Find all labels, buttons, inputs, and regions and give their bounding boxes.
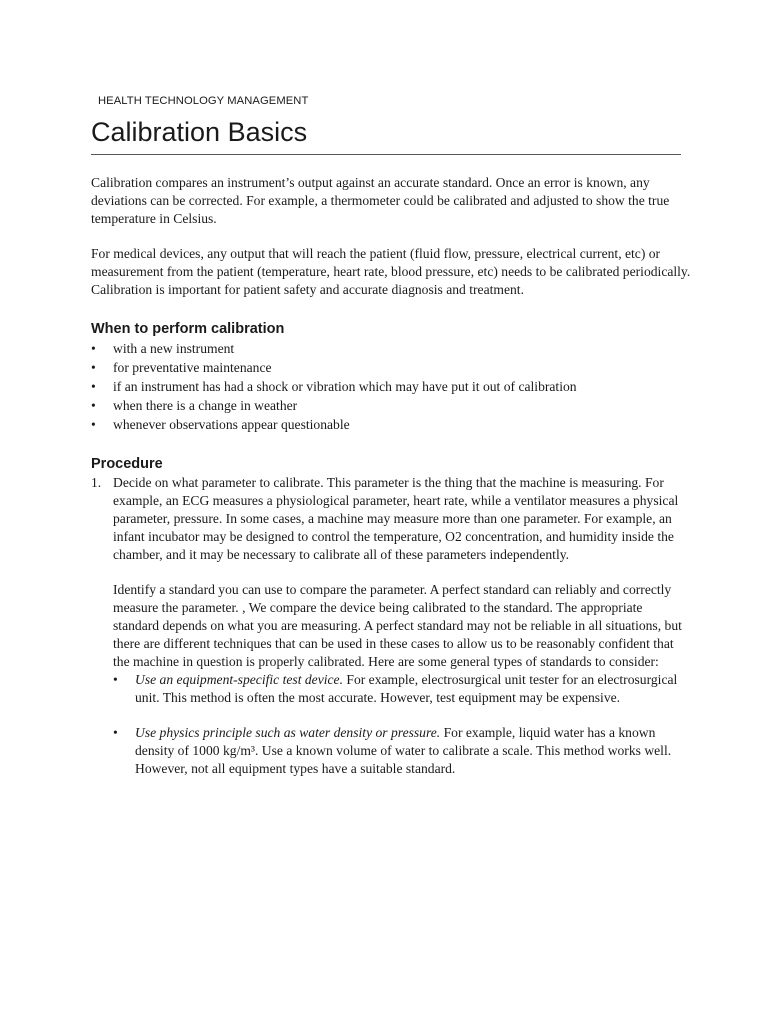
intro-paragraph-1: Calibration compares an instrument’s output against an accurate standard. Once an error is known, any deviations can be corrected. For example, a thermometer could be calibrated and adjusted to show the true temperature in Celsius. <box>91 175 670 226</box>
standard-item <box>113 724 691 778</box>
standards-list <box>113 671 691 778</box>
list-item: • for preventative maintenance <box>91 358 691 377</box>
section-label: HEALTH TECHNOLOGY MANAGEMENT <box>98 95 309 107</box>
document-content <box>91 93 691 795</box>
standard-lead: Use an equipment-specific test device. <box>135 672 343 687</box>
intro-paragraph-2: For medical devices, any output that will reach the patient (fluid flow, pressure, electrical current, etc) or measurement from the patient (temperature, heart rate, blood pressure, etc) needs to be calibrated periodically. Calibration is important for patient safety and accurate diagnosis and treatment. <box>91 246 691 297</box>
list-item: • when there is a change in weather <box>91 396 691 415</box>
step-number: 1. <box>91 475 102 490</box>
step-paragraph: Decide on what parameter to calibrate. This parameter is the thing that the machine is measuring. For example, an ECG measures a physiological parameter, heart rate, while a ventilator measures a physical parameter, pressure. In some cases, a machine may measure more than one parameter. For example, an infant incubator may be designed to control the temperature, O2 concentration, and humidity inside the chamber, and it may be necessary to calibrate all of these parameters independently. <box>113 475 679 562</box>
procedure-step <box>91 474 691 778</box>
standard-text: For example, electrosurgical unit tester for an electrosurgical unit. This method is often the most accurate. However, test equipment may be expensive. <box>135 672 678 705</box>
list-item: • whenever observations appear questionable <box>91 415 691 434</box>
procedure-list <box>91 474 691 778</box>
list-item: • with a new instrument <box>91 339 691 358</box>
standard-text: For example, liquid water has a known density of 1000 kg/m³. Use a known volume of water to calibrate a scale. This method works well. However, not all equipment types have a suitable standard. <box>135 725 672 776</box>
page-title: Calibration Basics <box>91 117 308 147</box>
title-divider <box>91 154 681 155</box>
when-heading: When to perform calibration <box>91 321 285 337</box>
when-list <box>91 339 691 434</box>
step-paragraph: Identify a standard you can use to compare the parameter. A perfect standard can reliably and correctly measure the parameter. , We compare the device being calibrated to the standard. The appropriate standard depends on what you are measuring. A perfect standard may not be reliable in all situations, but there are different techniques that can be used in these cases to allow us to be reasonably confident that the machine in question is properly calibrated. Here are some general types of standards to consider: <box>113 582 682 669</box>
procedure-heading: Procedure <box>91 456 163 472</box>
standard-item <box>113 671 691 707</box>
list-item: • if an instrument has had a shock or vibration which may have put it out of calibration <box>91 377 691 396</box>
standard-lead: Use physics principle such as water density or pressure. <box>135 725 441 740</box>
